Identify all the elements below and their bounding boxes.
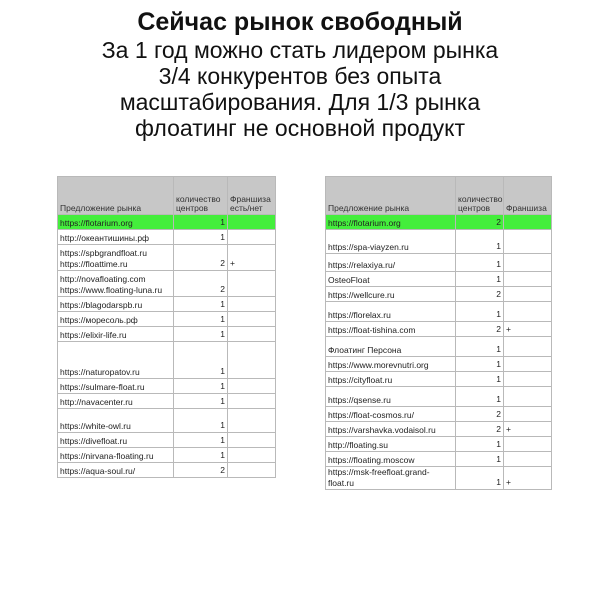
cell-franchise	[228, 215, 276, 230]
cell-count: 1	[456, 302, 504, 322]
cell-site: http://океантишины.рф	[58, 230, 174, 245]
cell-site: https://flotarium.org	[326, 215, 456, 230]
cell-count: 1	[174, 433, 228, 448]
table-row	[326, 215, 552, 230]
table-row	[58, 409, 276, 433]
cell-site: https://wellcure.ru	[326, 287, 456, 302]
cell-franchise: +	[228, 245, 276, 271]
cell-franchise	[228, 297, 276, 312]
table-row	[326, 407, 552, 422]
market-table-right	[325, 176, 552, 490]
cell-site: http://novafloating.com https://www.floating-luna.ru	[58, 271, 174, 297]
cell-count: 1	[174, 379, 228, 394]
cell-franchise	[228, 448, 276, 463]
cell-franchise	[228, 433, 276, 448]
column-header-offer: Предложение рынка	[58, 177, 174, 215]
cell-franchise	[504, 407, 552, 422]
cell-count: 1	[456, 467, 504, 490]
table-row	[326, 467, 552, 490]
table-row	[58, 448, 276, 463]
cell-franchise	[228, 312, 276, 327]
table-row	[326, 437, 552, 452]
table-row	[326, 422, 552, 437]
cell-site: https://nirvana-floating.ru	[58, 448, 174, 463]
table-row	[326, 230, 552, 254]
cell-franchise	[228, 409, 276, 433]
cell-site: https://spa-viayzen.ru	[326, 230, 456, 254]
table-row	[326, 372, 552, 387]
cell-count: 1	[456, 452, 504, 467]
cell-site: https://www.morevnutri.org	[326, 357, 456, 372]
table-row	[326, 287, 552, 302]
table-row	[58, 230, 276, 245]
cell-franchise	[504, 357, 552, 372]
cell-count: 2	[456, 407, 504, 422]
cell-count: 1	[174, 327, 228, 342]
cell-site: https://florelax.ru	[326, 302, 456, 322]
cell-count: 1	[174, 297, 228, 312]
cell-franchise	[228, 394, 276, 409]
cell-site: https://naturopatov.ru	[58, 342, 174, 379]
cell-count: 1	[174, 312, 228, 327]
cell-count: 1	[456, 337, 504, 357]
cell-site: https://blagodarspb.ru	[58, 297, 174, 312]
cell-franchise	[504, 387, 552, 407]
cell-count: 1	[456, 372, 504, 387]
column-header-count: количество центров	[174, 177, 228, 215]
cell-site: https://мореcоль.рф	[58, 312, 174, 327]
table-row	[58, 245, 276, 271]
cell-count: 2	[456, 422, 504, 437]
cell-site: https://float-cosmos.ru/	[326, 407, 456, 422]
table-row	[58, 215, 276, 230]
cell-count: 1	[456, 230, 504, 254]
header	[0, 8, 600, 141]
cell-site: https://float-tishina.com	[326, 322, 456, 337]
cell-franchise: +	[504, 322, 552, 337]
table-row	[58, 271, 276, 297]
cell-site: http://navacenter.ru	[58, 394, 174, 409]
column-header-franchise: Франшиза	[504, 177, 552, 215]
table-row	[58, 463, 276, 478]
cell-count: 2	[174, 245, 228, 271]
cell-site: https://elixir-life.ru	[58, 327, 174, 342]
cell-site: https://aqua-soul.ru/	[58, 463, 174, 478]
cell-franchise	[228, 271, 276, 297]
cell-franchise	[504, 302, 552, 322]
cell-count: 1	[456, 254, 504, 272]
cell-count: 2	[456, 287, 504, 302]
subtitle-line-2: 3/4 конкурентов без опыта	[158, 63, 442, 89]
cell-site: https://white-owl.ru	[58, 409, 174, 433]
cell-site: http://floating.su	[326, 437, 456, 452]
cell-site: https://relaxiya.ru/	[326, 254, 456, 272]
cell-count: 1	[456, 357, 504, 372]
cell-site: https://cityfloat.ru	[326, 372, 456, 387]
cell-site: https://sulmare-float.ru	[58, 379, 174, 394]
cell-count: 1	[456, 387, 504, 407]
table-row	[58, 312, 276, 327]
table-row	[326, 322, 552, 337]
table-row	[58, 394, 276, 409]
cell-site: https://flotarium.org	[58, 215, 174, 230]
cell-count: 1	[174, 448, 228, 463]
cell-franchise	[504, 287, 552, 302]
subtitle-line-1: За 1 год можно стать лидером рынка	[101, 37, 499, 63]
cell-count: 1	[174, 342, 228, 379]
table-row	[58, 297, 276, 312]
cell-count: 2	[174, 463, 228, 478]
page-title: Сейчас рынок свободный	[137, 8, 463, 36]
cell-site: https://msk-freefloat.grand-float.ru	[326, 467, 456, 490]
table-row	[58, 379, 276, 394]
cell-site: https://spbgrandfloat.ru https://floattime.ru	[58, 245, 174, 271]
cell-site: https://qsense.ru	[326, 387, 456, 407]
cell-franchise	[504, 337, 552, 357]
cell-site: OsteoFloat	[326, 272, 456, 287]
cell-franchise	[228, 379, 276, 394]
subtitle-line-4: флоатинг не основной продукт	[135, 115, 465, 141]
table-row	[326, 254, 552, 272]
cell-site: https://floating.moscow	[326, 452, 456, 467]
cell-count: 2	[456, 322, 504, 337]
cell-franchise	[504, 452, 552, 467]
cell-franchise	[504, 272, 552, 287]
cell-franchise	[504, 254, 552, 272]
cell-franchise	[228, 230, 276, 245]
cell-count: 1	[174, 215, 228, 230]
cell-count: 2	[174, 271, 228, 297]
cell-franchise	[504, 215, 552, 230]
cell-franchise	[504, 230, 552, 254]
market-table-left	[57, 176, 276, 478]
cell-franchise	[228, 342, 276, 379]
cell-franchise	[228, 463, 276, 478]
table-row	[326, 337, 552, 357]
cell-franchise: +	[504, 467, 552, 490]
cell-franchise	[228, 327, 276, 342]
column-header-offer: Предложение рынка	[326, 177, 456, 215]
cell-site: https://varshavka.vodaisol.ru	[326, 422, 456, 437]
column-header-franchise: Франшиза есть/нет	[228, 177, 276, 215]
subtitle-line-3: масштабирования. Для 1/3 рынка	[119, 89, 481, 115]
cell-franchise: +	[504, 422, 552, 437]
cell-franchise	[504, 372, 552, 387]
column-header-count: количество центров	[456, 177, 504, 215]
table-row	[326, 452, 552, 467]
cell-count: 1	[174, 230, 228, 245]
table-row	[326, 357, 552, 372]
table-row	[58, 342, 276, 379]
cell-count: 1	[456, 272, 504, 287]
cell-count: 2	[456, 215, 504, 230]
table-row	[58, 433, 276, 448]
table-row	[326, 272, 552, 287]
cell-franchise	[504, 437, 552, 452]
cell-count: 1	[456, 437, 504, 452]
cell-count: 1	[174, 409, 228, 433]
cell-site: https://divefloat.ru	[58, 433, 174, 448]
table-row	[326, 387, 552, 407]
cell-count: 1	[174, 394, 228, 409]
cell-site: Флоатинг Персона	[326, 337, 456, 357]
table-row	[58, 327, 276, 342]
table-row	[326, 302, 552, 322]
